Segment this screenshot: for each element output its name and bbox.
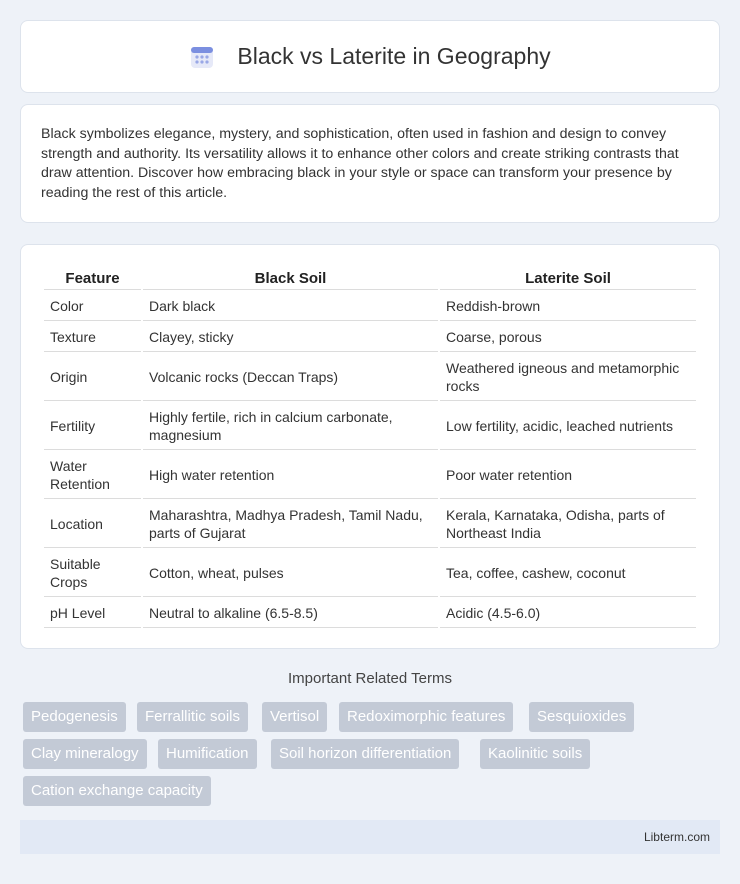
table-cell: Cotton, wheat, pulses — [143, 550, 438, 597]
footer — [20, 820, 720, 854]
table-cell: Tea, coffee, cashew, coconut — [440, 550, 696, 597]
related-term-tag[interactable]: Ferrallitic soils — [137, 702, 248, 732]
table-cell: Acidic (4.5-6.0) — [440, 599, 696, 628]
table-cell: Location — [44, 501, 141, 548]
related-term-tag[interactable]: Clay mineralogy — [23, 739, 147, 769]
column-header: Laterite Soil — [440, 267, 696, 290]
page-title: Black vs Laterite in Geography — [237, 43, 551, 69]
table-cell: Water Retention — [44, 452, 141, 499]
column-header: Black Soil — [143, 267, 438, 290]
table-cell: Reddish-brown — [440, 292, 696, 321]
table-row — [44, 292, 696, 321]
intro-card — [20, 104, 720, 223]
table-row — [44, 403, 696, 450]
table-cell: Volcanic rocks (Deccan Traps) — [143, 354, 438, 401]
related-term-tag[interactable]: Pedogenesis — [23, 702, 126, 732]
related-term-tag[interactable]: Sesquioxides — [529, 702, 634, 732]
table-header-row — [44, 267, 696, 290]
related-terms-title: Important Related Terms — [288, 670, 452, 687]
table-cell: pH Level — [44, 599, 141, 628]
table-cell: Poor water retention — [440, 452, 696, 499]
related-term-tag[interactable]: Redoximorphic features — [339, 702, 513, 732]
table-row — [44, 354, 696, 401]
table-cell: High water retention — [143, 452, 438, 499]
table-cell: Color — [44, 292, 141, 321]
table-cell: Origin — [44, 354, 141, 401]
intro-text: Black symbolizes elegance, mystery, and sophistication, often used in fashion and design to convey strength and authority. Its versatility allows it to enhance other colors and create striking contrasts that draw attention. Discover how embracing black in your style or space can transform your presence by reading the rest of this article. — [41, 126, 679, 201]
table-row — [44, 452, 696, 499]
table-cell: Suitable Crops — [44, 550, 141, 597]
table-cell: Texture — [44, 323, 141, 352]
table-cell: Maharashtra, Madhya Pradesh, Tamil Nadu, parts of Gujarat — [143, 501, 438, 548]
table-row — [44, 599, 696, 628]
table-cell: Fertility — [44, 403, 141, 450]
table-cell: Kerala, Karnataka, Odisha, parts of Northeast India — [440, 501, 696, 548]
table-cell: Neutral to alkaline (6.5-8.5) — [143, 599, 438, 628]
calendar-grid-icon — [189, 44, 215, 70]
table-cell: Dark black — [143, 292, 438, 321]
table-row — [44, 501, 696, 548]
comparison-card — [20, 244, 720, 649]
table-cell: Highly fertile, rich in calcium carbonate, magnesium — [143, 403, 438, 450]
table-cell: Weathered igneous and metamorphic rocks — [440, 354, 696, 401]
related-term-tag[interactable]: Cation exchange capacity — [23, 776, 211, 806]
table-cell: Low fertility, acidic, leached nutrients — [440, 403, 696, 450]
related-term-tag[interactable]: Humification — [158, 739, 257, 769]
table-cell: Coarse, porous — [440, 323, 696, 352]
header-card — [20, 20, 720, 93]
column-header: Feature — [44, 267, 141, 290]
related-term-tag[interactable]: Soil horizon differentiation — [271, 739, 459, 769]
related-term-tag[interactable]: Kaolinitic soils — [480, 739, 590, 769]
table-row — [44, 323, 696, 352]
comparison-table — [42, 265, 698, 630]
related-term-tag[interactable]: Vertisol — [262, 702, 327, 732]
footer-site-link[interactable]: Libterm.com — [643, 830, 710, 844]
table-cell: Clayey, sticky — [143, 323, 438, 352]
table-row — [44, 550, 696, 597]
